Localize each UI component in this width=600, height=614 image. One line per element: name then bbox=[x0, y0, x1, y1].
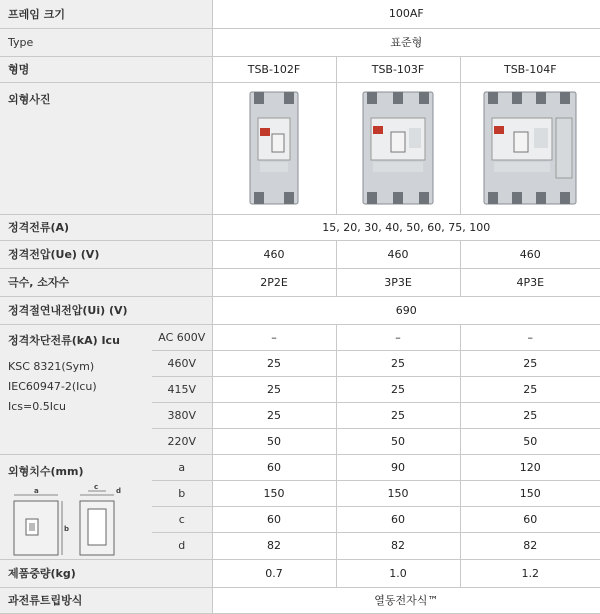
dimension-value: 150 bbox=[460, 480, 600, 506]
dimension-value: 82 bbox=[460, 533, 600, 559]
label-model: 형명 bbox=[0, 56, 212, 82]
row-model bbox=[0, 56, 600, 82]
dimension-key: d bbox=[152, 533, 212, 559]
label-poles: 극수, 소자수 bbox=[0, 268, 212, 296]
breaking-value: 50 bbox=[336, 428, 460, 454]
value-rated-current: 15, 20, 30, 40, 50, 60, 75, 100 bbox=[212, 214, 600, 240]
dimension-value: 82 bbox=[212, 533, 336, 559]
weight-4p: 1.2 bbox=[460, 559, 600, 587]
rated-voltage-2p: 460 bbox=[212, 240, 336, 268]
breaking-value: 25 bbox=[336, 376, 460, 402]
value-insulation-voltage: 690 bbox=[212, 296, 600, 324]
value-frame-size: 100AF bbox=[212, 0, 600, 28]
breaking-value: – bbox=[336, 324, 460, 350]
dimension-d-label: d bbox=[116, 486, 122, 495]
row-insulation-voltage bbox=[0, 296, 600, 324]
dimension-value: 120 bbox=[460, 454, 600, 480]
dimension-value: 82 bbox=[336, 533, 460, 559]
breaking-value: 50 bbox=[460, 428, 600, 454]
breaking-voltage: 220V bbox=[152, 428, 212, 454]
model-102f: TSB-102F bbox=[212, 56, 336, 82]
dimension-key: a bbox=[152, 454, 212, 480]
breaking-value: – bbox=[460, 324, 600, 350]
dimension-key: b bbox=[152, 480, 212, 506]
dimension-value: 90 bbox=[336, 454, 460, 480]
dimension-value: 150 bbox=[336, 480, 460, 506]
model-104f: TSB-104F bbox=[460, 56, 600, 82]
label-photo: 외형사진 bbox=[0, 82, 212, 214]
row-poles bbox=[0, 268, 600, 296]
label-insulation-voltage: 정격절연내전압(Ui) (V) bbox=[0, 296, 212, 324]
label-weight: 제품중량(kg) bbox=[0, 559, 212, 587]
breaker-2pole-image bbox=[246, 88, 302, 208]
breaking-voltage: 415V bbox=[152, 376, 212, 402]
breaking-label-line-4: Ics=0.5Icu bbox=[8, 399, 66, 413]
row-breaking-600v bbox=[0, 324, 600, 350]
photo-2pole bbox=[212, 82, 336, 214]
row-type bbox=[0, 28, 600, 56]
dimension-value: 60 bbox=[212, 507, 336, 533]
dimension-key: c bbox=[152, 507, 212, 533]
rated-voltage-4p: 460 bbox=[460, 240, 600, 268]
row-trip bbox=[0, 587, 600, 613]
dimension-value: 60 bbox=[212, 454, 336, 480]
weight-3p: 1.0 bbox=[336, 559, 460, 587]
breaking-value: – bbox=[212, 324, 336, 350]
poles-4p: 4P3E bbox=[460, 268, 600, 296]
label-rated-current: 정격전류(A) bbox=[0, 214, 212, 240]
breaking-value: 25 bbox=[212, 350, 336, 376]
row-dimension-a bbox=[0, 454, 600, 480]
breaking-value: 25 bbox=[212, 402, 336, 428]
breaking-voltage: AC 600V bbox=[152, 324, 212, 350]
row-photo bbox=[0, 82, 600, 214]
dimensions-title: 외형치수(mm) bbox=[8, 464, 84, 478]
row-rated-voltage bbox=[0, 240, 600, 268]
rated-voltage-3p: 460 bbox=[336, 240, 460, 268]
breaking-label-line-2: KSC 8321(Sym) bbox=[8, 359, 95, 373]
breaking-value: 25 bbox=[336, 350, 460, 376]
photo-3pole bbox=[336, 82, 460, 214]
label-breaking-capacity bbox=[0, 324, 152, 454]
row-frame-size bbox=[0, 0, 600, 28]
label-type: Type bbox=[0, 28, 212, 56]
breaking-value: 25 bbox=[460, 376, 600, 402]
model-103f: TSB-103F bbox=[336, 56, 460, 82]
breaker-4pole-image bbox=[480, 88, 580, 208]
label-dimensions bbox=[0, 454, 152, 559]
poles-2p: 2P2E bbox=[212, 268, 336, 296]
breaking-value: 25 bbox=[460, 350, 600, 376]
breaking-label-line-3: IEC60947-2(Icu) bbox=[8, 379, 97, 393]
row-rated-current bbox=[0, 214, 600, 240]
row-weight bbox=[0, 559, 600, 587]
photo-4pole bbox=[460, 82, 600, 214]
breaking-voltage: 460V bbox=[152, 350, 212, 376]
dimension-a-label: a bbox=[34, 486, 39, 495]
poles-3p: 3P3E bbox=[336, 268, 460, 296]
breaking-voltage: 380V bbox=[152, 402, 212, 428]
dimension-value: 60 bbox=[460, 507, 600, 533]
breaking-value: 25 bbox=[212, 376, 336, 402]
label-trip: 과전류트립방식 bbox=[0, 587, 212, 613]
dimension-value: 60 bbox=[336, 507, 460, 533]
weight-2p: 0.7 bbox=[212, 559, 336, 587]
value-type: 표준형 bbox=[212, 28, 600, 56]
breaking-value: 50 bbox=[212, 428, 336, 454]
dimension-value: 150 bbox=[212, 480, 336, 506]
breaking-value: 25 bbox=[460, 402, 600, 428]
breaker-3pole-image bbox=[359, 88, 437, 208]
label-frame-size: 프레임 크기 bbox=[0, 0, 212, 28]
label-rated-voltage: 정격전압(Ue) (V) bbox=[0, 240, 212, 268]
breaking-value: 25 bbox=[336, 402, 460, 428]
dimension-b-label: b bbox=[64, 524, 70, 533]
dimension-c-label: c bbox=[94, 484, 99, 491]
dimension-diagram bbox=[8, 485, 128, 559]
breaking-label-line-1: 정격차단전류(kA) Icu bbox=[8, 333, 120, 347]
value-trip: 열동전자식™ bbox=[212, 587, 600, 613]
